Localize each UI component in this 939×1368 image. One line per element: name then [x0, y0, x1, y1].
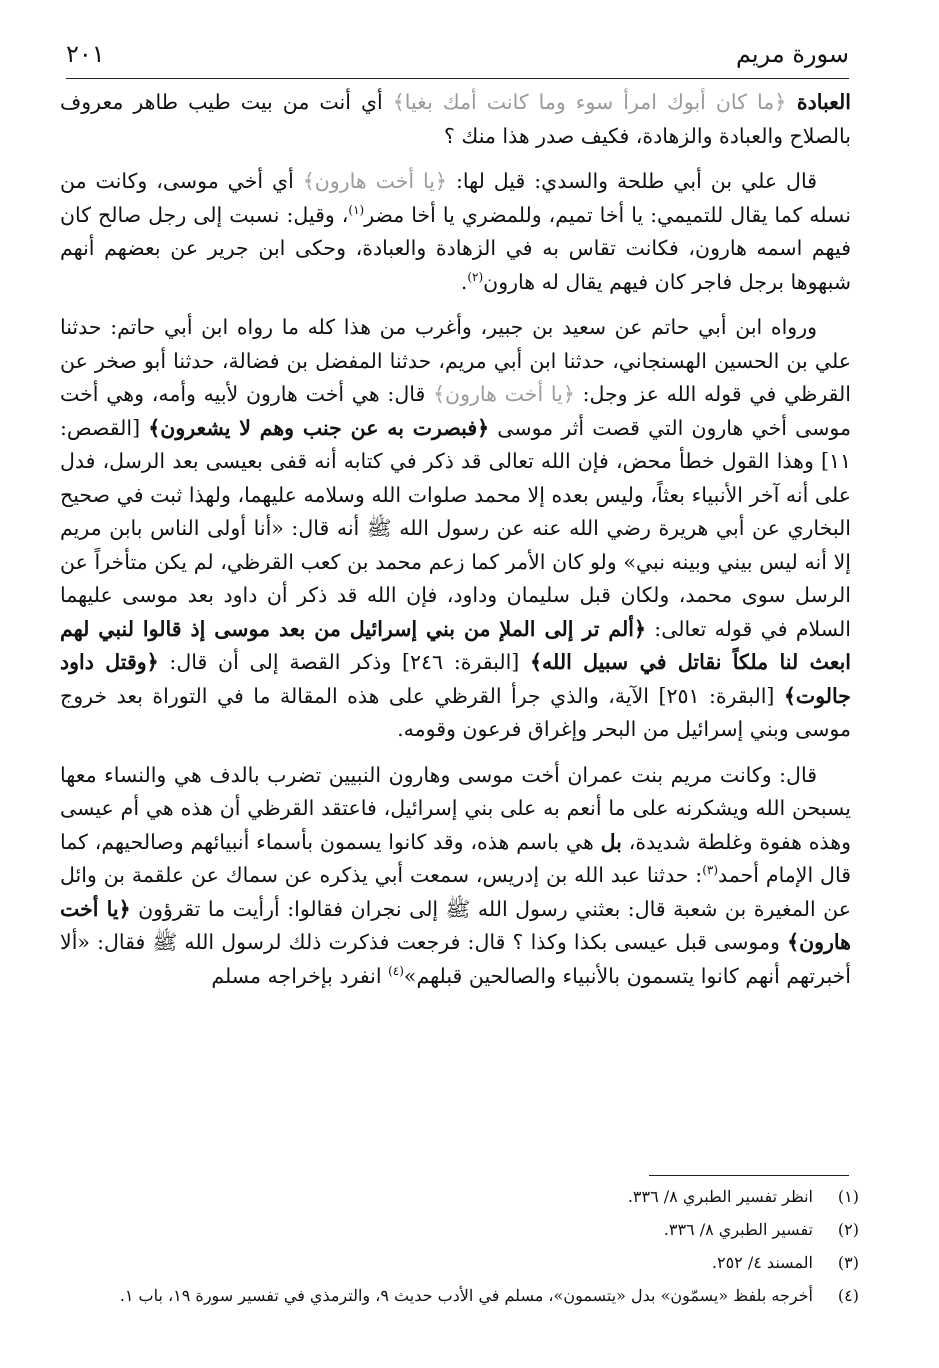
- footnote-ref: (٢): [467, 269, 484, 284]
- paragraph-4: [60, 759, 851, 994]
- footnote-3: [60, 1246, 859, 1279]
- text-run: أي أنت من بيت طيب طاهر معروف بالصلاح والعبادة والزهادة، فكيف صدر هذا منك ؟: [60, 90, 851, 148]
- footnotes: [60, 1180, 859, 1312]
- text-run: [البقرة: ٢٥١] الآية، والذي جرأ القرظي على هذه المقالة ما في التوراة بعد خروج موسى وبني إسرائيل من البحر وإغراق فرعون وقومه.: [60, 683, 851, 741]
- footnote-text: تفسير الطبري ٨/ ٣٣٦.: [663, 1220, 813, 1239]
- text-run: ، وقيل: نسبت إلى رجل صالح كان فيهم اسمه هارون، فكانت تقاس به في الزهادة والعبادة، وحكى ابن جرير عن بعضهم أنهم شبهوها برجل فاجر كان فيهم يقال له هارون: [60, 202, 851, 294]
- quran-verse: ﴿يا أخت هارون﴾: [60, 896, 851, 954]
- footnote-ref: (١): [348, 202, 365, 217]
- footnote-ref: (٣): [702, 863, 719, 878]
- footnote-number: (٤): [837, 1286, 859, 1305]
- quran-verse: ﴿وقتل داود جالوت﴾: [60, 650, 851, 708]
- text-run: وموسى قبل عيسى بكذا وكذا ؟ قال: فرجعت فذكرت ذلك لرسول الله ﷺ فقال: «ألا أخبرتهم أنهم كانوا يتسمون بالأنبياء والصالحين قبلهم»: [60, 930, 851, 988]
- quran-verse: ﴿يا أخت هارون﴾: [433, 382, 575, 406]
- footnote-text: أخرجه بلفظ «يسمّون» بدل «يتسمون»، مسلم في الأدب حديث ٩، والترمذي في تفسير سورة ١٩، باب ١.: [119, 1286, 813, 1305]
- footnote-text: المسند ٤/ ٢٥٢.: [711, 1253, 813, 1272]
- text-run: : حدثنا عبد الله بن إدريس، سمعت أبي يذكره عن سماك عن علقمة بن وائل عن المغيرة بن شعبة قال: بعثني رسول الله ﷺ إلى نجران فقالوا: أرأيت ما تقرؤون: [60, 863, 851, 921]
- text-run: قال: وكانت مريم بنت عمران أخت موسى وهارون النبيين تضرب بالدف هي والنساء معها يسبحن الله ويشكرنه على ما أنعم به على بني إسرائيل، فاعتقد القرظي أن هذه هي أم عيسى وهذه هفوة وغلطة شديدة،: [60, 762, 851, 854]
- paragraph-2: [60, 165, 851, 299]
- text-run: ورواه ابن أبي حاتم عن سعيد بن جبير، وأغرب من هذا كله ما رواه ابن أبي حاتم: حدثنا علي بن الحسين الهسنجاني، حدثنا ابن أبي مريم، حدثنا المفضل بن فضالة، حدثنا أبو صخر عن القرظي في قوله الله عز وجل:: [60, 315, 851, 406]
- footnote-ref: (٤): [388, 963, 404, 978]
- footnote-number: (٣): [837, 1253, 859, 1272]
- footnote-1: [60, 1180, 859, 1213]
- quran-verse: العبادة: [786, 90, 851, 114]
- text-run: انفرد بإخراجه مسلم: [211, 963, 389, 988]
- text-run: [القصص: ١١] وهذا القول خطأ محض، فإن الله تعالى قد ذكر في كتابه أنه قفى بعيسى بعد الرسل، فدل على أنه آخر الأنبياء بعثاً، وليس بعده إلا محمد صلوات الله وسلامه عليهما، ولهذا ثبت في صحيح البخاري عن أبي هريرة رضي الله عنه عن رسول الله ﷺ أنه قال: «أنا أولى الناس بابن مريم إلا أنه ليس بيني وبينه نبي» ولو كان الأمر كما زعم محمد بن كعب القرظي، لم يكن متأخراً عن الرسل سوى محمد، ولكان قبل سليمان وداود، فإن الله قد ذكر أن داود بعد موسى عليهما السلام في قوله تعالى:: [60, 415, 851, 641]
- footnote-number: (٢): [837, 1220, 859, 1239]
- quran-verse: بل: [600, 829, 622, 854]
- text-run: قال: هي أخت هارون لأبيه وأمه، وهي أخت موسى أخي هارون التي قصت أثر موسى: [60, 382, 851, 440]
- footnote-2: [60, 1213, 859, 1246]
- text-run: قال علي بن أبي طلحة والسدي: قيل لها:: [447, 169, 817, 193]
- quran-verse: ﴿فبصرت به عن جنب وهم لا يشعرون﴾: [148, 415, 490, 440]
- footnote-divider: [649, 1175, 849, 1176]
- text-run: [البقرة: ٢٤٦] وذكر القصة إلى أن قال:: [158, 650, 531, 674]
- quran-verse: ﴿ألم تر إلى الملإ من بني إسرائيل من بعد موسى إذ قالوا لنبي لهم ابعث لنا ملكاً نقاتل في سبيل الله﴾: [60, 616, 851, 674]
- text-run: هي باسم هذه، وقد كانوا يسمون بأسماء أنبيائهم وصالحيهم، كما قال الإمام أحمد: [60, 829, 851, 887]
- text-run: أي أخي موسى، وكانت من نسله كما يقال للتميمي: يا أخا تميم، وللمضري يا أخا مضر: [60, 169, 851, 227]
- surah-title: سورة مريم: [735, 40, 849, 68]
- page-number: ٢٠١: [66, 40, 105, 68]
- page-body: [60, 86, 851, 1005]
- page-header: [66, 38, 849, 79]
- footnote-text: انظر تفسير الطبري ٨/ ٣٣٦.: [627, 1187, 813, 1206]
- paragraph-3: [60, 311, 851, 747]
- footnote-4: [60, 1279, 859, 1312]
- paragraph-1: [60, 86, 851, 153]
- quran-verse: ﴿يا أخت هارون﴾: [302, 169, 448, 193]
- text-run: .: [460, 269, 468, 294]
- footnote-number: (١): [837, 1187, 859, 1206]
- quran-verse: ﴿ما كان أبوك امرأ سوء وما كانت أمك بغيا﴾: [392, 90, 787, 114]
